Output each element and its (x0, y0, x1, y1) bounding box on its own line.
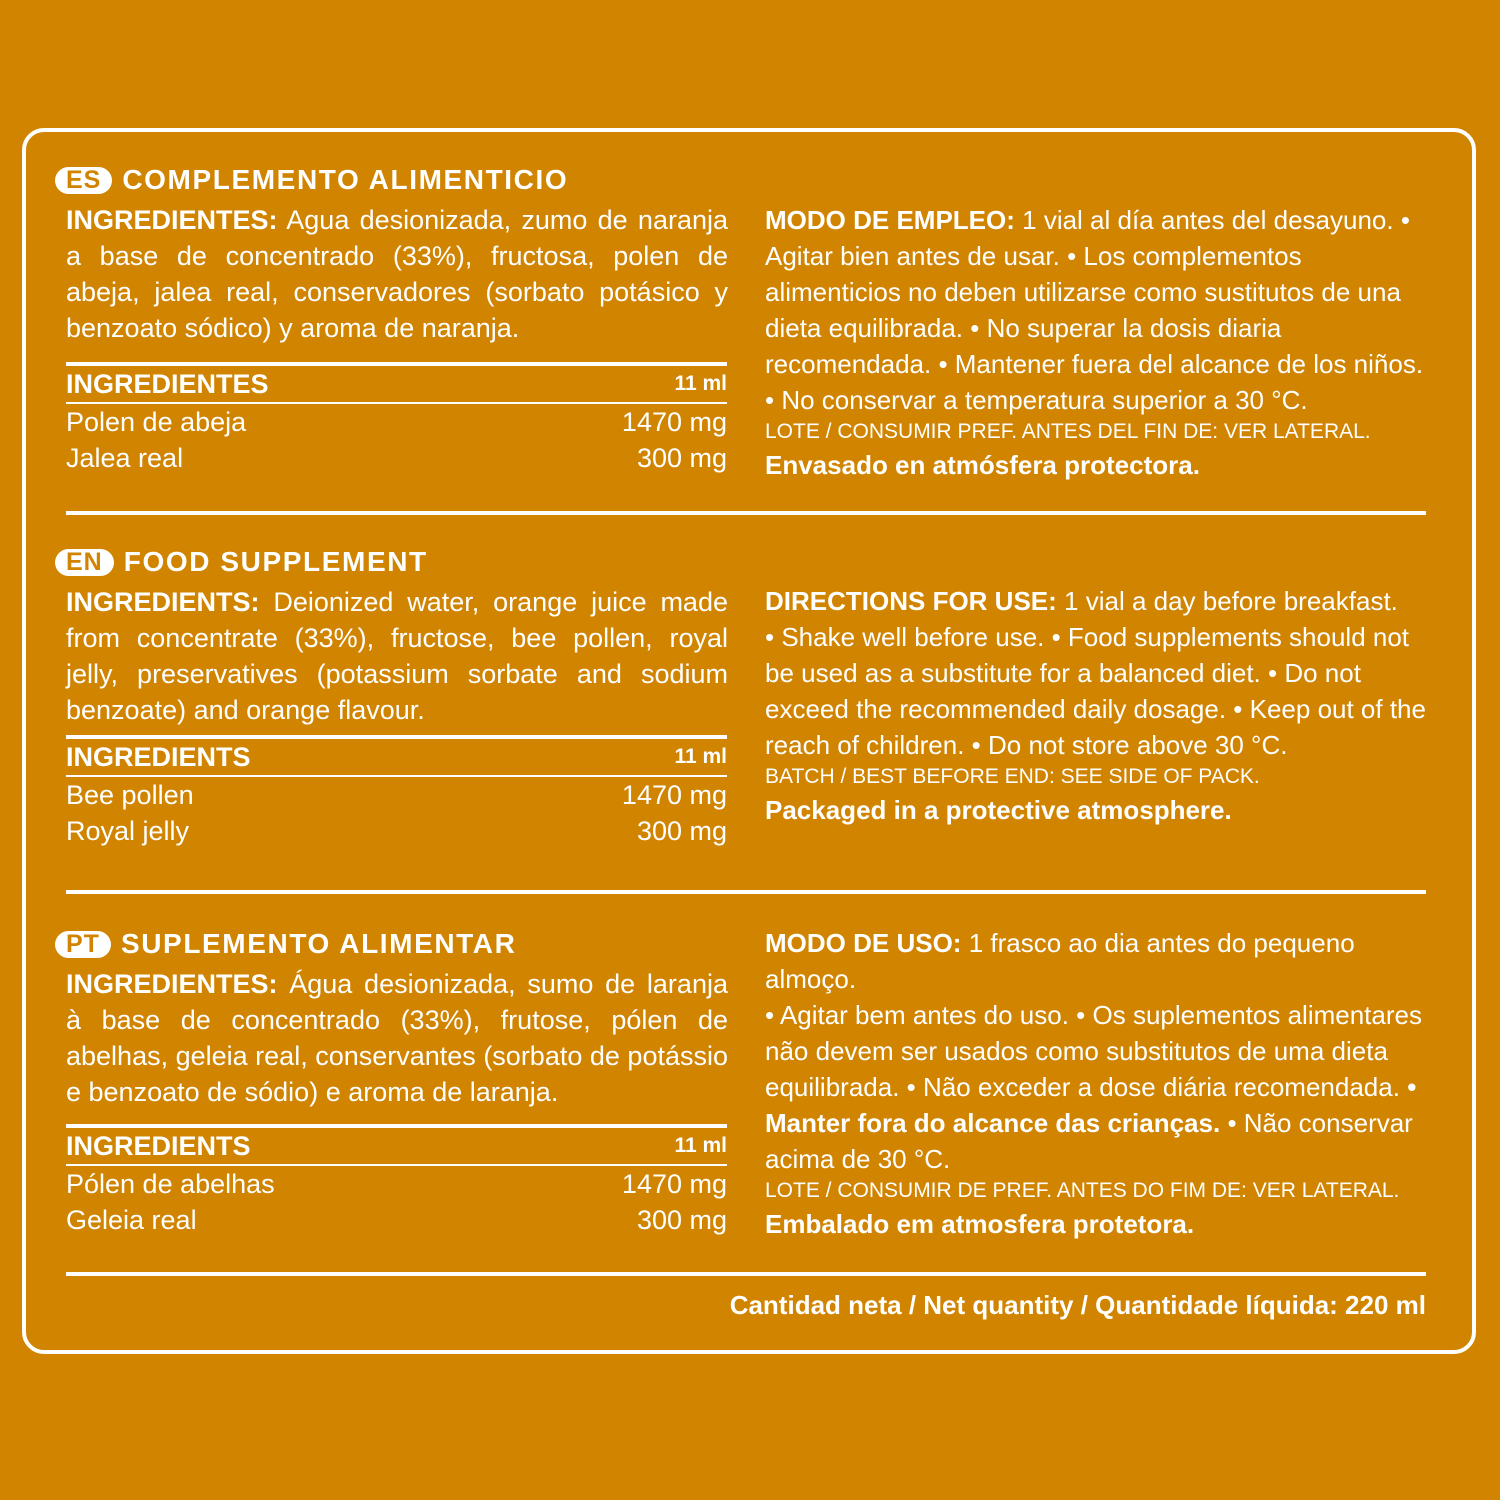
es-directions (765, 202, 1427, 484)
en-table-header-label: INGREDIENTS (66, 742, 251, 772)
es-ingredients-paragraph (66, 202, 728, 346)
table-row (66, 777, 727, 813)
pt-directions-label: MODO DE USO: (765, 928, 962, 958)
table-row (66, 404, 727, 440)
table-cell-value: 300 mg (636, 1205, 727, 1235)
table-row (66, 1166, 727, 1202)
es-ingredients-label: INGREDIENTES: (66, 205, 278, 235)
pt-ingredients-paragraph (66, 966, 728, 1110)
en-language-badge: EN (55, 549, 114, 576)
es-table-unit: 11 ml (674, 372, 727, 395)
en-directions-text-2: • Shake well before use. • Food supplements should not be used as a substitute for a balanced diet. • Do not exceed the recommended daily dosage. • Keep out of the reach of children. • Do not store above 30 °C. (765, 622, 1426, 760)
table-cell-value: 1470 mg (621, 1169, 727, 1199)
table-cell-value: 1470 mg (621, 407, 727, 437)
table-cell-value: 300 mg (636, 443, 727, 473)
es-directions-text: 1 vial al día antes del desayuno. • Agitar bien antes de usar. • Los complementos alimenticios no deben utilizarse como sustitutos de una dieta equilibrada. • No superar la dosis diaria recomendada. • Mantener fuera del alcance de los niños. • No conservar a temperatura superior a 30 °C. (765, 205, 1424, 415)
en-table-unit: 11 ml (674, 745, 727, 768)
en-ingredients-text: Deionized water, orange juice made from concentrate (33%), fructose, bee pollen, royal jelly, preservatives (potassium sorbate and sodium benzoate) and orange flavour. (66, 587, 728, 725)
es-packaging-text: Envasado en atmósfera protectora. (765, 450, 1200, 480)
es-nutrition-table (66, 362, 727, 476)
pt-table-unit: 11 ml (674, 1134, 727, 1157)
pt-packaging-text: Embalado em atmosfera protetora. (765, 1209, 1195, 1239)
pt-ingredients-text: Água desionizada, sumo de laranja à base de concentrado (33%), frutose, pólen de abelhas, geleia real, conservantes (sorbato de potássio e benzoato de sódio) e aroma de laranja. (66, 969, 728, 1107)
pt-directions-text: 1 frasco ao dia antes do pequeno almoço. (765, 928, 1355, 994)
pt-language-badge: PT (55, 931, 111, 958)
table-cell-name: Bee pollen (66, 780, 194, 810)
pt-table-header-label: INGREDIENTS (66, 1131, 251, 1161)
en-directions-label: DIRECTIONS FOR USE: (765, 586, 1057, 616)
es-section-title: COMPLEMENTO ALIMENTICIO (122, 164, 569, 195)
pt-nutrition-table (66, 1124, 727, 1238)
es-language-badge: ES (55, 167, 112, 194)
table-cell-value: 1470 mg (621, 780, 727, 810)
en-lot-text: BATCH / BEST BEFORE END: SEE SIDE OF PACK. (765, 765, 1260, 788)
table-cell-name: Geleia real (66, 1205, 197, 1235)
section-divider (66, 1272, 1426, 1276)
pt-section-title: SUPLEMENTO ALIMENTAR (120, 928, 517, 959)
en-directions (765, 583, 1427, 829)
section-divider (66, 890, 1426, 894)
en-directions-text: 1 vial a day before breakfast. (1064, 586, 1398, 616)
table-cell-name: Pólen de abelhas (66, 1169, 275, 1199)
es-ingredients-text: Agua desionizada, zumo de naranja a base de concentrado (33%), fructosa, polen de abeja, jalea real, conservadores (sorbato potásico y benzoato sódico) y aroma de naranja. (66, 205, 728, 343)
pt-directions (765, 925, 1427, 1243)
net-quantity: Cantidad neta / Net quantity / Quantidade líquida: 220 ml (729, 1290, 1426, 1320)
es-lot-text: LOTE / CONSUMIR PREF. ANTES DEL FIN DE: VER LATERAL. (765, 420, 1371, 443)
table-cell-name: Jalea real (66, 443, 184, 473)
table-cell-value: 300 mg (636, 816, 727, 846)
section-divider (66, 511, 1426, 515)
pt-table-header (66, 1124, 727, 1166)
table-cell-name: Polen de abeja (66, 407, 247, 437)
es-header (55, 164, 568, 196)
pt-lot-text: LOTE / CONSUMIR DE PREF. ANTES DO FIM DE: VER LATERAL. (765, 1179, 1400, 1202)
en-packaging-text: Packaged in a protective atmosphere. (765, 795, 1232, 825)
pt-directions-bold: • Manter fora do alcance das crianças. (765, 1072, 1417, 1138)
en-ingredients-paragraph (66, 584, 728, 728)
es-table-header (66, 362, 727, 404)
en-section-title: FOOD SUPPLEMENT (123, 546, 428, 577)
pt-directions-text-2: • Agitar bem antes do uso. • Os suplementos alimentares não devem ser usados como substitutos de uma dieta equilibrada. • Não exceder a dose diária recomendada. (765, 1000, 1422, 1102)
pt-header (55, 928, 516, 960)
en-table-header (66, 735, 727, 777)
table-row (66, 813, 727, 849)
table-row (66, 1202, 727, 1238)
table-row (66, 440, 727, 476)
en-nutrition-table (66, 735, 727, 849)
en-ingredients-label: INGREDIENTS: (66, 587, 260, 617)
pt-directions-text-3: • Não conservar acima de 30 °C. (765, 1108, 1413, 1174)
es-directions-label: MODO DE EMPLEO: (765, 205, 1015, 235)
es-table-header-label: INGREDIENTES (66, 369, 269, 399)
en-header (55, 546, 428, 578)
table-cell-name: Royal jelly (66, 816, 190, 846)
pt-ingredients-label: INGREDIENTES: (66, 969, 278, 999)
